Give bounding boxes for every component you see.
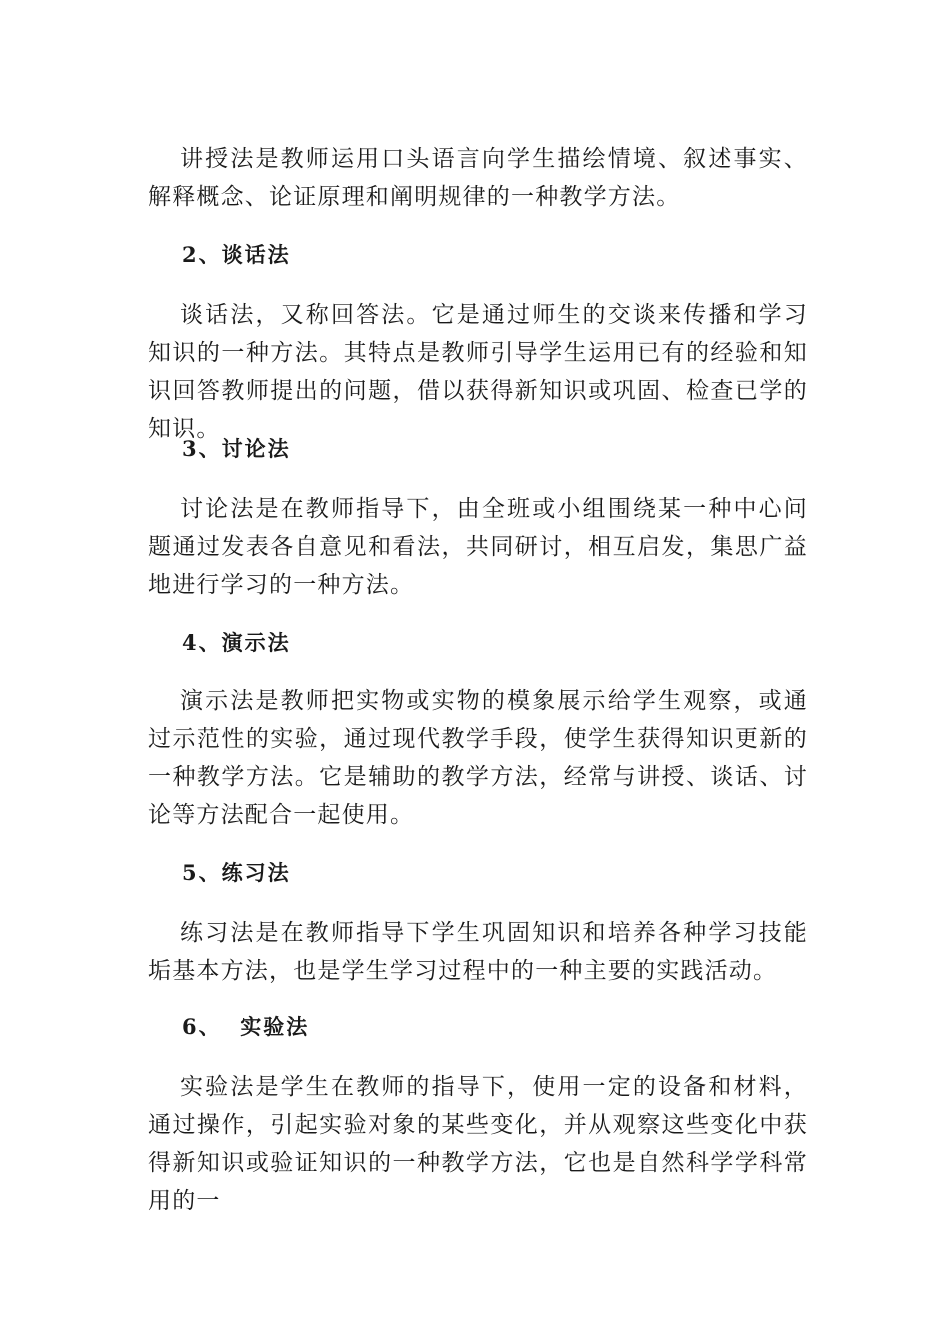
heading-practice-method: 5、练习法: [182, 860, 291, 885]
paragraph-demonstration-method: 演示法是教师把实物或实物的模象展示给学生观察，或通过示范性的实验，通过现代教学手段，使学生获得知识更新的一种教学方法。它是辅助的教学方法，经常与讲授、谈话、讨论等方法配合一起使用。: [148, 688, 808, 828]
heading-experiment-method: 6、 实验法: [182, 1014, 310, 1039]
paragraph-discussion-method: 讨论法是在教师指导下，由全班或小组围绕某一种中心问题通过发表各自意见和看法，共同研讨，相互启发，集思广益地进行学习的一种方法。: [148, 496, 808, 598]
heading-conversation-method: 2、谈话法: [182, 242, 291, 267]
heading-demonstration-method: 4、演示法: [182, 630, 291, 655]
paragraph-practice-method: 练习法是在教师指导下学生巩固知识和培养各种学习技能垢基本方法，也是学生学习过程中的一种主要的实践活动。: [148, 920, 808, 984]
paragraph-conversation-method: 谈话法，又称回答法。它是通过师生的交谈来传播和学习知识的一种方法。其特点是教师引导学生运用已有的经验和知识回答教师提出的问题，借以获得新知识或巩固、检查已学的知识。: [148, 302, 808, 442]
paragraph-experiment-method: 实验法是学生在教师的指导下，使用一定的设备和材料，通过操作，引起实验对象的某些变化，并从观察这些变化中获得新知识或验证知识的一种教学方法，它也是自然科学学科常用的一: [148, 1074, 808, 1214]
paragraph-lecture-method: 讲授法是教师运用口头语言向学生描绘情境、叙述事实、解释概念、论证原理和阐明规律的一种教学方法。: [148, 146, 808, 210]
heading-discussion-method: 3、讨论法: [182, 436, 291, 461]
